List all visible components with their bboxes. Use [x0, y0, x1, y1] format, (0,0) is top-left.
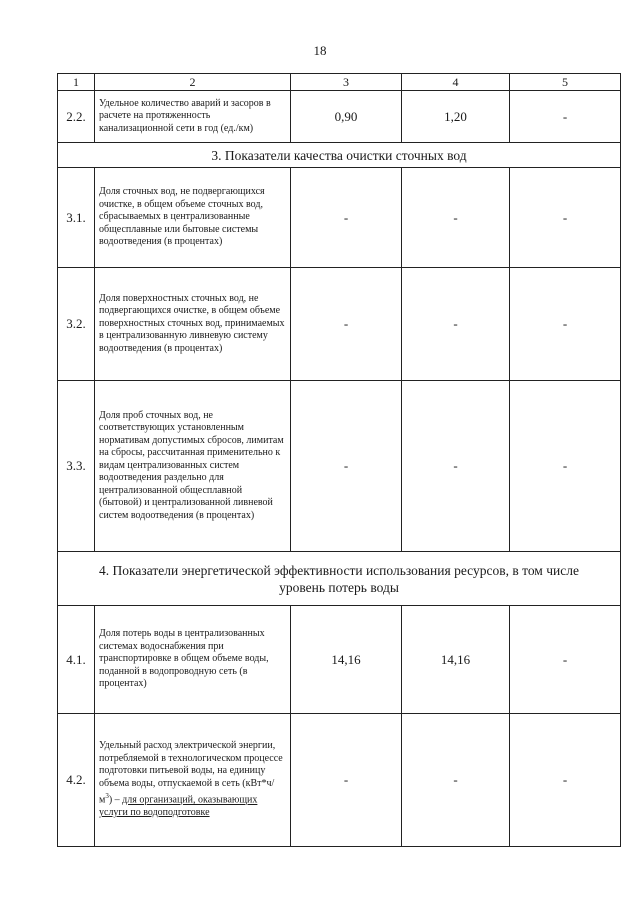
column-header: 1 [58, 74, 95, 91]
row-description: Удельное количество аварий и засоров в расчете на протяженность канализационной сети в год (ед./км) [95, 91, 291, 143]
row-description: Доля сточных вод, не подвергающихся очистке, в общем объеме сточных вод, сбрасываемых в централизованные общесплавные или бытовые системы водоотведения (в процентах) [95, 168, 291, 268]
value-col-3: - [291, 168, 402, 268]
superscript: 3 [105, 792, 109, 801]
value-col-5: - [510, 714, 621, 847]
value-col-5: - [510, 91, 621, 143]
value-col-4: - [402, 168, 510, 268]
table-row-4-1 [58, 606, 621, 714]
value-col-3: - [291, 381, 402, 552]
section-row-3 [58, 143, 621, 168]
value-col-4: - [402, 268, 510, 381]
section-title: 3. Показатели качества очистки сточных вод [58, 143, 621, 168]
value-col-3: - [291, 268, 402, 381]
value-col-5: - [510, 168, 621, 268]
table-row-3-1 [58, 168, 621, 268]
description-text: ) – [108, 794, 123, 806]
row-number: 4.2. [58, 714, 95, 847]
table-row-4-2 [58, 714, 621, 847]
page-number: 18 [313, 43, 327, 58]
value-col-3: 0,90 [291, 91, 402, 143]
value-col-4: 1,20 [402, 91, 510, 143]
row-number: 2.2. [58, 91, 95, 143]
row-number: 4.1. [58, 606, 95, 714]
indicators-table [57, 73, 621, 847]
value-col-4: 14,16 [402, 606, 510, 714]
column-header: 3 [291, 74, 402, 91]
value-col-5: - [510, 268, 621, 381]
section-title: 4. Показатели энергетической эффективности использования ресурсов, в том числе уровень потерь воды [58, 552, 621, 606]
table-row-3-3 [58, 381, 621, 552]
value-col-5: - [510, 606, 621, 714]
row-number: 3.3. [58, 381, 95, 552]
row-description [95, 714, 291, 847]
value-col-3: 14,16 [291, 606, 402, 714]
row-description: Доля поверхностных сточных вод, не подвергающихся очистке, в общем объеме поверхностных сточных вод, принимаемых в централизованную ливневую систему водоотведения (в процентах) [95, 268, 291, 381]
column-header: 2 [95, 74, 291, 91]
column-header: 5 [510, 74, 621, 91]
value-col-3: - [291, 714, 402, 847]
row-number: 3.1. [58, 168, 95, 268]
row-description: Доля проб сточных вод, не соответствующих установленным нормативам допустимых сбросов, лимитам на сбросы, рассчитанная применительно к видам централизованных систем водоотведения раздельно для централизованной общесплавной (бытовой) и централизованной ливневой систем водоотведения (в процентах) [95, 381, 291, 552]
column-header: 4 [402, 74, 510, 91]
description-text: Удельный расход электрической энергии, потребляемой в технологическом процессе подготовки питьевой воды, на единицу объема воды, отпускаемой в сеть (кВт*ч/м [99, 740, 283, 806]
value-col-4: - [402, 381, 510, 552]
table-row-3-2 [58, 268, 621, 381]
underlined-note: для организаций, оказывающих услуги по водоподготовке [99, 794, 258, 819]
table-row-2-2 [58, 91, 621, 143]
section-row-4 [58, 552, 621, 606]
value-col-4: - [402, 714, 510, 847]
row-description: Доля потерь воды в централизованных системах водоснабжения при транспортировке в общем объеме воды, поданной в водопроводную сеть (в процентах) [95, 606, 291, 714]
row-number: 3.2. [58, 268, 95, 381]
value-col-5: - [510, 381, 621, 552]
column-header-row [58, 74, 621, 91]
